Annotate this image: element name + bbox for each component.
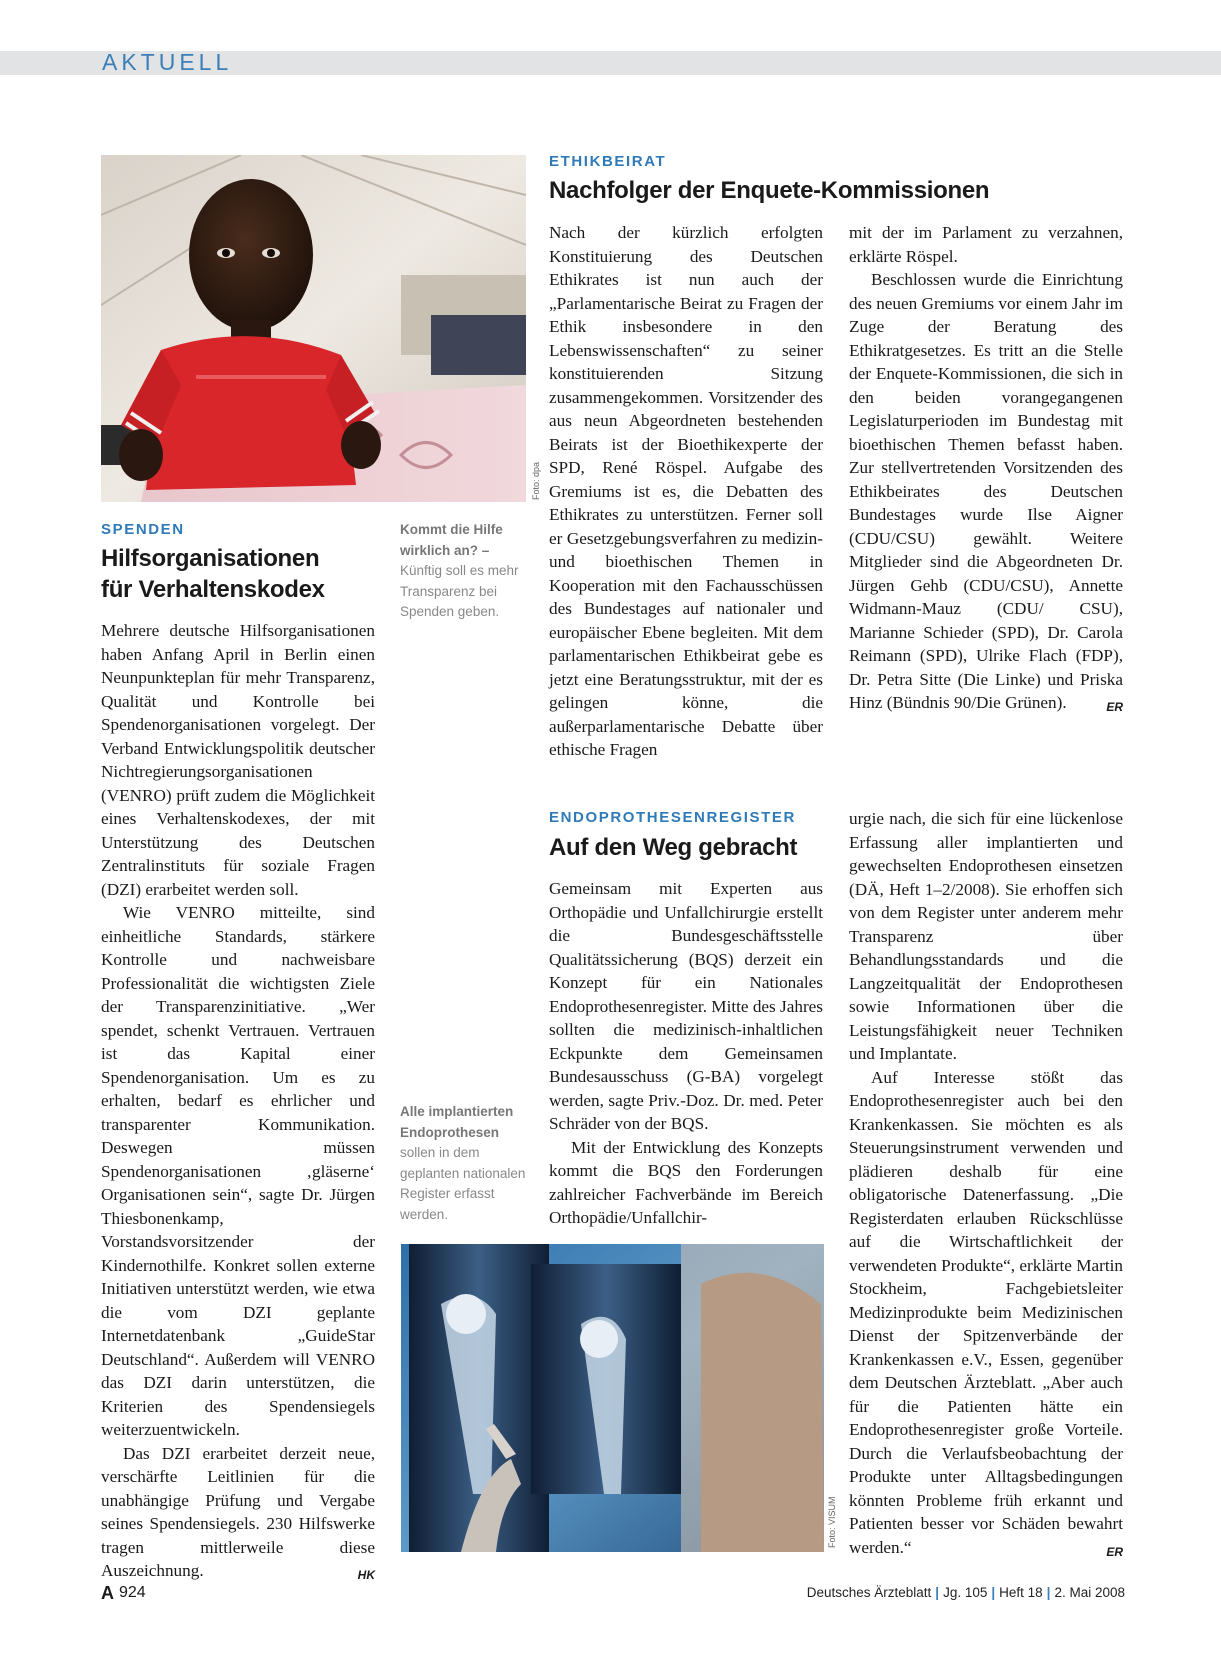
ethik-paragraph-1: Nach der kürzlich erfolgten Konstituierung des Deutschen Ethikrates ist nun auch der „Parlamentarische Beirat zu Fragen der Ethik insbesondere in den Lebenswissenschaften“ zu seiner konstituierenden Sitzung zusammengekommen. Vorsitzender des aus neun Abgeordneten bestehenden Beirats ist der Bioethikexperte der SPD, René Röspel. Aufgabe des Gremiums ist es, die Debatten des Ethikrates zu unterstützen. Ferner soll er Gesetzgebungsverfahren zu medizin- und bioethischen Themen in Kooperation mit den Fachausschüssen des Bundestages auf nationaler und europäischer Ebene begleiten. Mit dem parlamentarischen Ethikbeirat gebe es jetzt eine Beratungsstruktur, mit der es gelingen könne, die außerparlamentarische Debatte über ethische Fragen — [549, 223, 823, 759]
journal-info — [807, 1585, 1125, 1600]
photo-credit-visum: Foto: VISUM — [827, 1496, 837, 1548]
journal-issue: Heft 18 — [999, 1585, 1043, 1600]
page-number: 924 — [119, 1584, 146, 1601]
section-label: AKTUELL — [102, 49, 233, 75]
journal-date: 2. Mai 2008 — [1054, 1585, 1125, 1600]
child-photo — [101, 155, 526, 502]
spenden-headline-line2: für Verhaltenskodex — [101, 576, 325, 603]
endo-headline: Auf den Weg gebracht — [549, 834, 798, 861]
endo-paragraph-1: Gemeinsam mit Experten aus Orthopädie und Unfallchirurgie erstellt die Bundesgeschäftsstelle Qualitätssicherung (BQS) derzeit ein Konzept für ein Nationales Endoprothesenregister. Mitte des Jahres sollten die medizinisch-inhaltlichen Eckpunkte dem Gemeinsamen Bundesausschuss (G-BA) vorgelegt werden, sagte Priv.-Doz. Dr. med. Peter Schräder von der BQS. — [549, 879, 823, 1133]
ethik-paragraph-3-text: Beschlossen wurde die Einrichtung des neuen Gremiums vor einem Jahr im Zuge der Beratung des Ethikratgesetzes. Es tritt an die Stelle der Enquete-Kommissionen, die sich in den beiden vorangegangenen Legislaturperioden im Bundestag mit bioethischen Themen befasst haben. Zur stellvertretenden Vorsitzenden des Ethikbeirates des Deutschen Bundestages wurde Ilse Aigner (CDU/CSU) gewählt. Weitere Mitglieder sind die Abgeordneten Dr. Jürgen Gehb (CDU/CSU), Annette Widmann-Mauz (CDU/ CSU), Marianne Schieder (SPD), Dr. Carola Reimann (SPD), Ulrike Flach (FDP), Dr. Petra Sitte (Die Linke) und Priska Hinz (Bündnis 90/Die Grünen). — [849, 270, 1123, 712]
spenden-paragraph-2: Wie VENRO mitteilte, sind einheitliche Standards, stärkere Kontrolle und nachweisbare Professionalität die wichtigsten Ziele der Transparenzinitiative. „Wer spendet, schenkt Vertrauen. Vertrauen ist das Kapital einer Spendenorganisation. Um es zu erhalten, bedarf es ehrlicher und transparenter Kommunikation. Deswegen müssen Spendenorganisationen ‚gläserne‘ Organisationen sein“, sagte Dr. Jürgen Thiesbonenkamp, Vorstandsvorsitzender der Kindernothilfe. Konkret sollen externe Initiativen unterstützt werden, wie etwa die vom DZI geplante Internetdatenbank „GuideStar Deutschland“. Außerdem will VENRO das DZI darin unterstützen, die Kriterien des Spendensiegels weiterzuentwickeln. — [101, 903, 375, 1439]
spenden-body — [101, 619, 375, 1588]
ethik-paragraph-2: mit der im Parlament zu verzahnen, erklärte Röspel. — [849, 223, 1123, 266]
ethik-paragraph-3 — [849, 268, 1123, 715]
endo-paragraph-4 — [849, 1066, 1123, 1560]
page-prefix: A — [101, 1583, 114, 1603]
journal-name: Deutsches Ärzteblatt — [806, 1585, 932, 1600]
spenden-headline-line1: Hilfsorganisationen — [101, 545, 320, 572]
endo-paragraph-3: urgie nach, die sich für eine lückenlose Erfassung aller implantierten und gewechselten Endoprothesen einsetzen (DÄ, Heft 1–2/2008). Sie erhoffen sich von dem Register unter anderem mehr Transparenz über Behandlungsstandards und die Langzeitqualität der Endoprothesen sowie Informationen über die Leistungsfähigkeit neuer Techniken und Implantate. — [849, 809, 1123, 1063]
caption-1-bold: Kommt die Hilfe wirklich an? – — [400, 522, 503, 558]
ethik-author: ER — [1106, 700, 1123, 714]
caption-2-text: sollen in dem geplanten nationalen Register erfasst werden. — [400, 1145, 526, 1222]
caption-photo-2 — [400, 1102, 530, 1225]
caption-photo-1 — [400, 520, 530, 623]
ethik-column-1 — [549, 221, 823, 762]
endo-paragraph-2: Mit der Entwicklung des Konzepts kommt die BQS den Forderungen zahlreicher Fachverbände im Bereich Orthopädie/Unfallchir- — [549, 1137, 823, 1227]
separator: | — [935, 1585, 940, 1600]
spenden-kicker: SPENDEN — [101, 521, 185, 538]
ethik-kicker: ETHIKBEIRAT — [549, 153, 667, 170]
ethik-column-2 — [849, 221, 1123, 720]
page-footer — [101, 1583, 1125, 1605]
spenden-author: HK — [357, 1568, 375, 1582]
xray-photo — [401, 1244, 824, 1552]
spenden-headline — [101, 543, 401, 605]
separator: | — [1046, 1585, 1051, 1600]
caption-1-text: Künftig soll es mehr Transparenz bei Spenden geben. — [400, 563, 519, 619]
endo-kicker: ENDOPROTHESENREGISTER — [549, 809, 796, 826]
journal-volume: Jg. 105 — [943, 1585, 988, 1600]
endo-column-1 — [549, 877, 823, 1230]
endo-column-2 — [849, 807, 1123, 1564]
spenden-paragraph-3-text: Das DZI erarbeitet derzeit neue, verschärfte Leitlinien für die unabhängige Prüfung und Vergabe seines Spendensiegels. 230 Hilfswerke tragen mittlerweile diese Auszeichnung. — [101, 1443, 375, 1580]
endo-author: ER — [1106, 1544, 1123, 1559]
spenden-paragraph-3 — [101, 1442, 375, 1583]
spenden-paragraph-1: Mehrere deutsche Hilfsorganisationen haben Anfang April in Berlin einen Neunpunkteplan für mehr Transparenz, Qualität und Kontrolle bei Spendenorganisationen vorgelegt. Der Verband Entwicklungspolitik deutscher Nichtregierungsorganisationen (VENRO) prüft zudem die Möglichkeit eines Verhaltenskodexes, der mit Unterstützung des Deutschen Zentralinstituts für soziale Fragen (DZI) erarbeitet werden soll. — [101, 621, 375, 899]
caption-2-bold: Alle implantierten Endoprothesen — [400, 1104, 514, 1140]
endo-paragraph-4-text: Auf Interesse stößt das Endoprothesenregister auch bei den Krankenkassen. Sie möchten es als Steuerungsinstrument verwenden und plädieren deshalb für eine obligatorische Datenerfassung. „Die Registerdaten erlauben Rückschlüsse auf die Wirtschaftlichkeit der verwendeten Produkte“, erklärte Martin Stockheim, Fachgebietsleiter Medizinprodukte beim Medizinischen Dienst der Spitzenverbände der Krankenkassen e.V., Essen, gegenüber dem Deutschen Ärzteblatt. „Aber auch für die Patienten hätte ein Endoprothesenregister große Vorteile. Durch die Verlaufsbeobachtung der Produkte unter Alltagsbedingungen könnten Probleme früh erkannt und Patienten besser vor Schäden bewahrt werden.“ — [849, 1067, 1123, 1557]
ethik-headline: Nachfolger der Enquete-Kommissionen — [549, 177, 990, 204]
photo-credit-dpa: Foto: dpa — [531, 461, 541, 500]
separator: | — [991, 1585, 996, 1600]
